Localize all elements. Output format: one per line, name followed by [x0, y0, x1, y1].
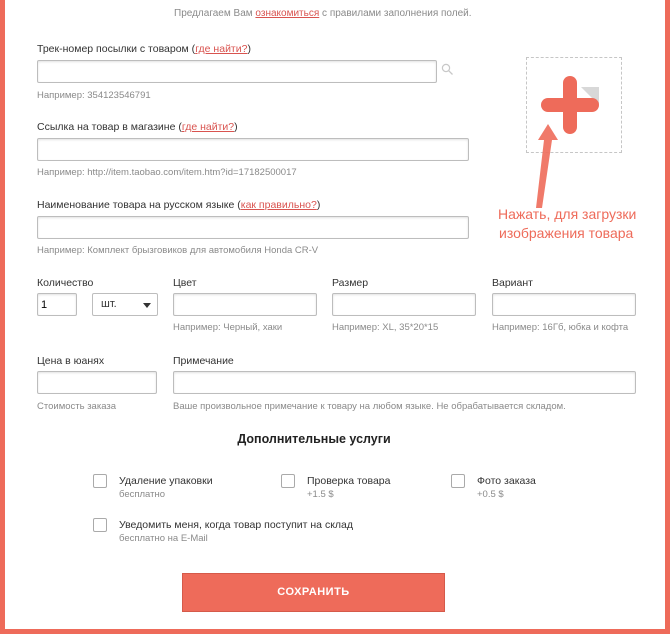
link-hint: Например: http://item.taobao.com/item.htm?id=17182500017 — [37, 167, 297, 178]
service-title-remove-packaging: Удаление упаковки — [119, 475, 213, 487]
product-name-input[interactable] — [37, 216, 469, 239]
track-number-input[interactable] — [37, 60, 437, 83]
note-label: Примечание — [173, 355, 234, 367]
quantity-input[interactable] — [37, 293, 77, 316]
price-input[interactable] — [37, 371, 157, 394]
service-price-notify-arrival: бесплатно на E-Mail — [119, 533, 208, 544]
color-label: Цвет — [173, 277, 197, 289]
annotation-line-2: изображения товара — [499, 225, 634, 241]
note-hint: Ваше произвольное примечание к товару на любом языке. Не обрабатывается складом. — [173, 401, 566, 412]
rules-link[interactable]: ознакомиться — [255, 8, 320, 19]
rules-notice — [174, 8, 472, 19]
name-label — [37, 199, 320, 211]
service-title-check-product: Проверка товара — [307, 475, 391, 487]
search-icon[interactable] — [441, 63, 454, 76]
name-label-end: ) — [316, 199, 321, 211]
track-label-end: ) — [247, 43, 251, 55]
service-title-notify-arrival: Уведомить меня, когда товар поступит на склад — [119, 519, 353, 531]
checkbox-check-product[interactable] — [281, 474, 295, 488]
track-label — [37, 43, 251, 55]
service-price-remove-packaging: бесплатно — [119, 489, 166, 500]
service-title-order-photo: Фото заказа — [477, 475, 536, 487]
name-hint: Например: Комплект брызговиков для автомобиля Honda CR-V — [37, 245, 319, 256]
link-label — [37, 121, 238, 133]
link-label-text: Ссылка на товар в магазине ( — [37, 121, 182, 133]
variant-input[interactable] — [492, 293, 636, 316]
price-hint: Стоимость заказа — [37, 401, 117, 412]
quantity-label: Количество — [37, 277, 94, 289]
checkbox-order-photo[interactable] — [451, 474, 465, 488]
arrow-icon — [528, 122, 568, 212]
track-label-text: Трек-номер посылки с товаром ( — [37, 43, 196, 55]
size-hint: Например: XL, 35*20*15 — [332, 322, 439, 333]
service-price-check-product: +1.5 $ — [307, 489, 334, 500]
unit-select-value: шт. — [101, 298, 117, 310]
checkbox-notify-arrival[interactable] — [93, 518, 107, 532]
service-price-order-photo: +0.5 $ — [477, 489, 504, 500]
notice-text: Предлагаем Вам — [174, 8, 256, 19]
size-label: Размер — [332, 277, 369, 289]
link-label-end: ) — [234, 121, 238, 133]
notice-text-end: с правилами заполнения полей. — [319, 8, 472, 19]
unit-select[interactable] — [92, 293, 158, 316]
save-button[interactable]: СОХРАНИТЬ — [182, 573, 445, 612]
link-help-link[interactable]: где найти? — [181, 121, 235, 133]
size-input[interactable] — [332, 293, 476, 316]
annotation-line-1: Нажать, для загрузки — [498, 206, 637, 222]
note-input[interactable] — [173, 371, 636, 394]
color-hint: Например: Черный, хаки — [173, 322, 283, 333]
checkbox-remove-packaging[interactable] — [93, 474, 107, 488]
name-label-text: Наименование товара на русском языке ( — [37, 199, 241, 211]
price-label: Цена в юанях — [37, 355, 105, 367]
upload-annotation — [498, 205, 636, 243]
track-help-link[interactable]: где найти? — [195, 43, 248, 55]
color-input[interactable] — [173, 293, 317, 316]
variant-hint: Например: 16Гб, юбка и кофта — [492, 322, 629, 333]
product-link-input[interactable] — [37, 138, 469, 161]
track-hint: Например: 354123546791 — [37, 90, 151, 101]
services-title: Дополнительные услуги — [237, 432, 391, 446]
name-help-link[interactable]: как правильно? — [240, 199, 317, 211]
variant-label: Вариант — [492, 277, 533, 289]
chevron-down-icon — [143, 303, 151, 308]
